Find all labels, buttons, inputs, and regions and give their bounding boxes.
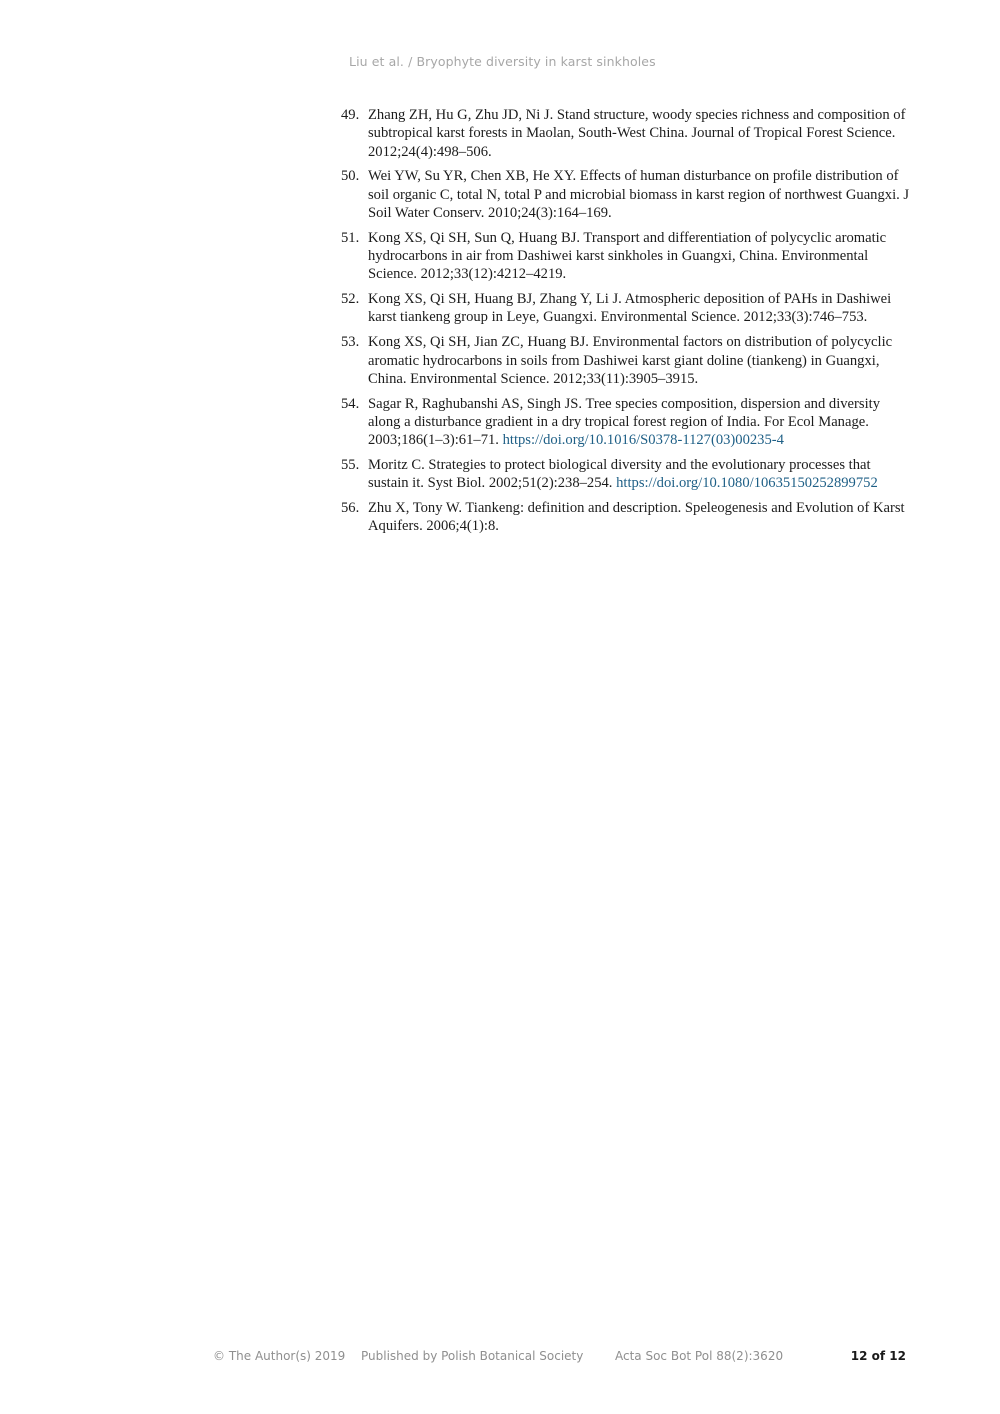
reference-number: 56.	[341, 500, 360, 517]
reference-text: Kong XS, Qi SH, Jian ZC, Huang BJ. Environmental factors on distribution of polycyclic aromatic hydrocarbons in soils from Dashiwei karst giant doline (tiankeng) in Guangxi, China. Environmental Science. 2012;33(11):3905–3915.	[368, 334, 893, 387]
reference-number: 51.	[341, 229, 360, 246]
reference-text: Zhu X, Tony W. Tiankeng: definition and description. Speleogenesis and Evolution of Karst Aquifers. 2006;4(1):8.	[368, 500, 905, 535]
reference-item	[341, 229, 911, 284]
page-footer	[213, 1349, 906, 1367]
reference-text: Wei YW, Su YR, Chen XB, He XY. Effects of human disturbance on profile distribution of soil organic C, total N, total P and microbial biomass in karst region of northwest Guangxi. J Soil Water Conserv. 2010;24(3):164–169.	[368, 168, 910, 221]
reference-item	[341, 106, 911, 161]
footer-citation: Acta Soc Bot Pol 88(2):3620	[615, 1349, 784, 1363]
reference-item	[341, 499, 911, 536]
footer-page-number: 12 of 12	[850, 1349, 906, 1363]
reference-item	[341, 290, 911, 327]
reference-item	[341, 167, 911, 222]
footer-copyright: © The Author(s) 2019	[213, 1349, 346, 1363]
reference-number: 54.	[341, 395, 360, 412]
reference-item	[341, 456, 911, 493]
doi-link[interactable]: https://doi.org/10.1016/S0378-1127(03)00235-4	[502, 432, 784, 449]
reference-number: 49.	[341, 107, 360, 123]
doi-link[interactable]: https://doi.org/10.1080/10635150252899752	[616, 475, 878, 492]
reference-text: Sagar R, Raghubanshi AS, Singh JS. Tree species composition, dispersion and diversity along a disturbance gradient in a dry tropical forest region of India. For Ecol Manage. 2003;186(1–3):61–71.	[368, 395, 880, 449]
reference-text: Moritz C. Strategies to protect biological diversity and the evolutionary processes that sustain it. Syst Biol. 2002;51(2):238–254.	[368, 457, 871, 492]
footer-publisher: Published by Polish Botanical Society	[361, 1349, 584, 1363]
running-header: Liu et al. / Bryophyte diversity in karst sinkholes	[349, 54, 656, 69]
reference-list	[341, 106, 911, 542]
reference-item	[341, 395, 911, 450]
reference-text: Kong XS, Qi SH, Sun Q, Huang BJ. Transport and differentiation of polycyclic aromatic hydrocarbons in air from Dashiwei karst sinkholes in Guangxi, China. Environmental Science. 2012;33(12):4212–4219.	[368, 229, 887, 283]
reference-number: 50.	[341, 168, 360, 185]
reference-number: 53.	[341, 334, 360, 351]
reference-number: 52.	[341, 291, 360, 308]
reference-text: Kong XS, Qi SH, Huang BJ, Zhang Y, Li J. Atmospheric deposition of PAHs in Dashiwei karst tiankeng group in Leye, Guangxi. Environmental Science. 2012;33(3):746–753.	[368, 291, 892, 326]
reference-number: 55.	[341, 457, 360, 474]
reference-text: Zhang ZH, Hu G, Zhu JD, Ni J. Stand structure, woody species richness and composition of subtropical karst forests in Maolan, South-West China. Journal of Tropical Forest Science. 2012;24(4):498–506.	[368, 107, 906, 160]
reference-item	[341, 333, 911, 388]
